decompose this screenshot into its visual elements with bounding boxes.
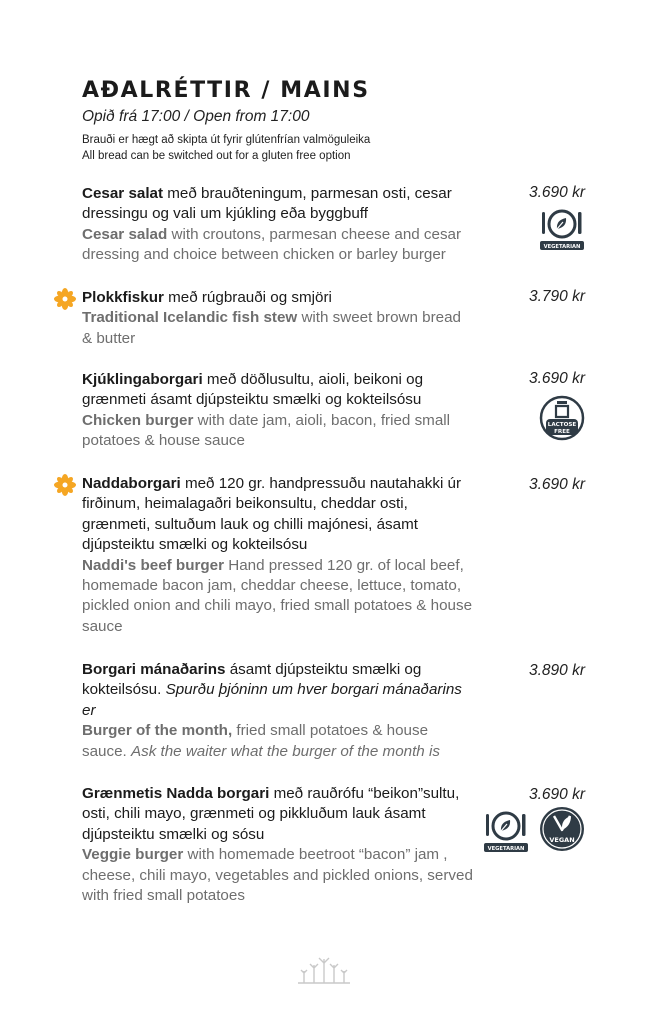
lactose-badge-label: LACTOSE	[547, 422, 577, 428]
item-price: 3.690 kr	[528, 370, 585, 387]
lactose-free-badge	[539, 395, 585, 441]
item-price: 3.790 kr	[528, 288, 585, 305]
vegetarian-badge	[482, 808, 530, 854]
item-price: 3.690 kr	[528, 786, 585, 803]
item-desc-is: Kjúklingaborgari með döðlusultu, aioli, beikoni og grænmeti ásamt djúpsteiktu smælki og kokteilsósu	[82, 371, 424, 409]
menu-item-plokkfiskur	[82, 288, 474, 349]
star-icon	[54, 288, 76, 315]
item-name-en: Burger of the month,	[82, 722, 233, 740]
item-desc-is: Grænmetis Nadda borgari með rauðrófu “beikon”sultu, osti, chili mayo, grænmeti og pikkluðum lauk ásamt djúpsteiktu smælki og sósu	[82, 785, 460, 843]
item-name-en: Veggie burger	[82, 846, 184, 864]
item-name-is: Cesar salat	[82, 185, 164, 202]
item-desc-is: Cesar salat með brauðteningum, parmesan osti, cesar dressingu og vali um kjúkling eða byggbuff	[82, 185, 452, 223]
bread-note-en: All bread can be switched out for a gluten free option	[82, 150, 351, 162]
vegetarian-badge	[538, 206, 586, 252]
vegan-badge-label: VEGAN	[549, 836, 575, 844]
item-desc-en: Naddi's beef burger Hand pressed 120 gr. of local beef, homemade bacon jam, cheddar cheese, lettuce, tomato, pickled onion and chili mayo, fried small potatoes & house sauce	[82, 556, 473, 635]
item-price: 3.890 kr	[528, 662, 585, 679]
menu-item-cesar-salat	[82, 184, 474, 266]
menu-item-kjuklingaborgari	[82, 370, 474, 452]
item-desc-is: Naddaborgari með 120 gr. handpressuðu nautahakki úr firðinum, heimalagaðri beikonsultu, cheddar osti, grænmeti, sultuðum lauk og chilli majónesi, ásamt djúpsteiktu smælki og kokteilsósu	[82, 475, 462, 554]
item-desc-en: Veggie burger with homemade beetroot “bacon” jam , cheese, chili mayo, vegetables and pickled onions, served with fried small potatoes	[82, 846, 473, 905]
item-name-en: Cesar salad	[82, 225, 168, 243]
item-name-en: Traditional Icelandic fish stew	[82, 309, 298, 327]
item-name-is: Borgari mánaðarins	[82, 661, 226, 678]
menu-item-borgari-manadarins	[82, 660, 474, 762]
page-title: AÐALRÉTTIR / MAINS	[82, 78, 370, 103]
item-name-en: Chicken burger	[82, 411, 194, 429]
item-desc-is: Plokkfiskur með rúgbrauði og smjöri	[82, 289, 332, 306]
restaurant-logo-icon	[296, 955, 352, 994]
item-name-en: Naddi's beef burger	[82, 556, 225, 574]
item-name-is: Naddaborgari	[82, 475, 181, 492]
item-desc-en: Burger of the month, fried small potatoes & house sauce. Ask the waiter what the burger of the month is	[82, 722, 440, 760]
menu-item-graenmetis-nadda-borgari	[82, 784, 474, 906]
item-desc-en: Chicken burger with date jam, aioli, bacon, fried small potatoes & house sauce	[82, 411, 451, 450]
item-price: 3.690 kr	[528, 476, 585, 493]
vegetarian-badge-label: VEGETARIAN	[487, 846, 525, 852]
item-desc-en: Traditional Icelandic fish stew with sweet brown bread & butter	[82, 309, 461, 347]
free-badge-label: FREE	[554, 429, 570, 435]
star-icon	[54, 474, 76, 501]
item-desc-is: Borgari mánaðarins ásamt djúpsteiktu smælki og kokteilsósu. Spurðu þjóninn um hver borgari mánaðarins er	[82, 661, 462, 719]
item-price: 3.690 kr	[528, 184, 585, 201]
item-name-is: Grænmetis Nadda borgari	[82, 785, 270, 802]
vegetarian-badge-label: VEGETARIAN	[543, 244, 581, 250]
opening-hours: Opið frá 17:00 / Open from 17:00	[82, 108, 310, 125]
item-desc-en: Cesar salad with croutons, parmesan cheese and cesar dressing and choice between chicken or barley burger	[82, 225, 462, 264]
bread-note-is: Brauði er hægt að skipta út fyrir glútenfrían valmöguleika	[82, 134, 371, 146]
vegan-badge	[539, 806, 585, 852]
item-name-is: Kjúklingaborgari	[82, 371, 203, 388]
item-name-is: Plokkfiskur	[82, 289, 164, 306]
menu-item-naddaborgari	[82, 474, 474, 637]
